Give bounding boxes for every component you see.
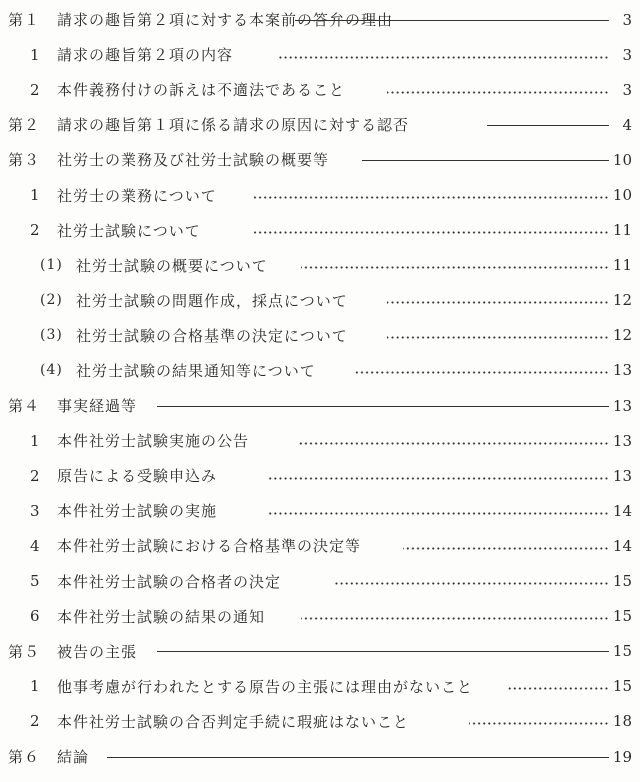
toc-entry-section[interactable] <box>0 177 640 212</box>
solid-leader-line <box>157 651 609 652</box>
section-title: 被告の主張 <box>57 642 138 661</box>
leader-group <box>295 2 640 37</box>
section-title: 本件社労士試験の結果の通知 <box>57 607 266 626</box>
leader-group <box>387 318 640 353</box>
section-title: 本件社労士試験の合否判定手続に瑕疵はないこと <box>57 712 410 731</box>
table-of-contents <box>0 2 640 774</box>
toc-entry-section[interactable] <box>0 458 640 493</box>
section-number: 1 <box>30 45 41 64</box>
toc-entry-chapter[interactable] <box>0 634 640 669</box>
leader-group <box>469 704 640 739</box>
section-number: 3 <box>30 501 41 520</box>
toc-entry-chapter[interactable] <box>0 142 640 177</box>
page-number: 3 <box>622 45 632 64</box>
section-number: 5 <box>30 572 41 591</box>
toc-entry-subsection[interactable] <box>0 248 640 283</box>
leader-group <box>254 213 640 248</box>
toc-entry-chapter[interactable] <box>0 2 640 37</box>
page-number: 15 <box>612 607 632 626</box>
page-number: 13 <box>612 466 632 485</box>
dotted-leader-line <box>267 477 609 480</box>
toc-entry-chapter[interactable] <box>0 107 640 142</box>
dotted-leader-line <box>387 91 609 94</box>
section-title: 原告による受験申込み <box>57 467 218 486</box>
page-number: 4 <box>622 115 632 134</box>
leader-group <box>107 739 640 774</box>
leader-group <box>507 669 640 704</box>
page-number: 13 <box>612 431 632 450</box>
dotted-leader-line <box>254 231 609 234</box>
leader-group <box>297 423 640 458</box>
page-number: 15 <box>612 677 632 696</box>
page-number: 12 <box>612 326 632 345</box>
solid-leader-line <box>295 20 609 21</box>
section-number: (2) <box>40 292 63 309</box>
leader-group <box>157 388 640 423</box>
section-number: 2 <box>30 221 41 240</box>
leader-group <box>301 599 640 634</box>
section-number: (4) <box>40 362 63 379</box>
section-number: 第１ <box>8 11 41 30</box>
dotted-leader-line <box>297 442 609 445</box>
leader-group <box>157 634 640 669</box>
leader-group <box>487 107 640 142</box>
toc-entry-subsection[interactable] <box>0 353 640 388</box>
dotted-leader-line <box>387 301 609 304</box>
section-number: 第４ <box>8 397 41 416</box>
toc-entry-subsection[interactable] <box>0 318 640 353</box>
page-number: 10 <box>612 150 632 169</box>
section-title: 結論 <box>57 748 90 767</box>
page-number: 11 <box>612 256 632 275</box>
section-title: 本件社労士試験の実施 <box>57 502 218 521</box>
section-title: 社労士試験の合格基準の決定について <box>76 326 348 345</box>
section-number: 第３ <box>8 151 41 170</box>
solid-leader-line <box>157 406 609 407</box>
section-title: 請求の趣旨第２項に対する本案前の答弁の理由 <box>57 11 394 30</box>
toc-entry-section[interactable] <box>0 423 640 458</box>
leader-group <box>267 458 640 493</box>
toc-entry-section[interactable] <box>0 72 640 107</box>
dotted-leader-line <box>354 371 609 374</box>
toc-entry-subsection[interactable] <box>0 283 640 318</box>
section-number: 2 <box>30 80 41 99</box>
leader-group <box>387 283 640 318</box>
toc-entry-section[interactable] <box>0 704 640 739</box>
section-number: 2 <box>30 466 41 485</box>
page-number: 12 <box>612 291 632 310</box>
section-title: 社労士試験について <box>57 221 201 240</box>
dotted-leader-line <box>403 547 609 550</box>
section-number: 1 <box>30 186 41 205</box>
section-number: 第２ <box>8 116 41 135</box>
page-number: 18 <box>612 712 632 731</box>
section-number: 第５ <box>8 642 41 661</box>
toc-entry-section[interactable] <box>0 564 640 599</box>
section-title: 本件義務付けの訴えは不適法であること <box>57 81 346 100</box>
section-number: 1 <box>30 677 41 696</box>
leader-group <box>362 142 640 177</box>
dotted-leader-line <box>387 336 609 339</box>
leader-group <box>387 72 640 107</box>
dotted-leader-line <box>334 582 609 585</box>
toc-entry-chapter[interactable] <box>0 388 640 423</box>
page-number: 19 <box>612 747 632 766</box>
solid-leader-line <box>362 160 609 161</box>
page-number: 11 <box>612 221 632 240</box>
section-title: 社労士試験の結果通知等について <box>76 361 316 380</box>
toc-entry-section[interactable] <box>0 669 640 704</box>
dotted-leader-line <box>279 56 609 59</box>
section-number: 第６ <box>8 748 41 767</box>
page-number: 10 <box>612 186 632 205</box>
section-number: 6 <box>30 607 41 626</box>
page-number: 14 <box>612 536 632 555</box>
leader-group <box>354 353 640 388</box>
toc-entry-chapter[interactable] <box>0 739 640 774</box>
dotted-leader-line <box>507 687 609 690</box>
dotted-leader-line <box>254 196 609 199</box>
leader-group <box>403 528 640 563</box>
leader-group <box>301 248 640 283</box>
page-number: 3 <box>622 80 632 99</box>
page-number: 13 <box>612 361 632 380</box>
toc-entry-section[interactable] <box>0 37 640 72</box>
toc-entry-section[interactable] <box>0 599 640 634</box>
leader-group <box>267 493 640 528</box>
section-number: 1 <box>30 431 41 450</box>
solid-leader-line <box>107 757 609 758</box>
section-title: 社労士の業務及び社労士試験の概要等 <box>57 151 330 170</box>
page-number: 3 <box>622 10 632 29</box>
section-number: 2 <box>30 712 41 731</box>
leader-group <box>334 564 640 599</box>
dotted-leader-line <box>267 512 609 515</box>
section-title: 他事考慮が行われたとする原告の主張には理由がないこと <box>57 677 474 696</box>
section-number: (1) <box>40 257 63 274</box>
page-number: 15 <box>612 642 632 661</box>
dotted-leader-line <box>301 266 609 269</box>
page-number: 13 <box>612 396 632 415</box>
leader-group <box>279 37 640 72</box>
page-number: 15 <box>612 572 632 591</box>
toc-entry-section[interactable] <box>0 213 640 248</box>
section-title: 社労士試験の概要について <box>76 256 268 275</box>
section-title: 本件社労士試験の合格者の決定 <box>57 572 282 591</box>
section-number: (3) <box>40 327 63 344</box>
toc-entry-section[interactable] <box>0 493 640 528</box>
section-title: 請求の趣旨第２項の内容 <box>57 46 234 65</box>
solid-leader-line <box>487 125 609 126</box>
toc-entry-section[interactable] <box>0 528 640 563</box>
dotted-leader-line <box>301 617 609 620</box>
page-number: 14 <box>612 501 632 520</box>
dotted-leader-line <box>469 722 609 725</box>
section-title: 事実経過等 <box>57 397 138 416</box>
section-title: 本件社労士試験における合格基準の決定等 <box>57 537 362 556</box>
section-title: 社労士の業務について <box>57 186 217 205</box>
leader-group <box>254 177 640 212</box>
section-number: 4 <box>30 536 41 555</box>
section-title: 社労士試験の問題作成，採点について <box>76 291 348 310</box>
section-title: 請求の趣旨第１項に係る請求の原因に対する認否 <box>57 116 410 135</box>
section-title: 本件社労士試験実施の公告 <box>57 432 250 451</box>
